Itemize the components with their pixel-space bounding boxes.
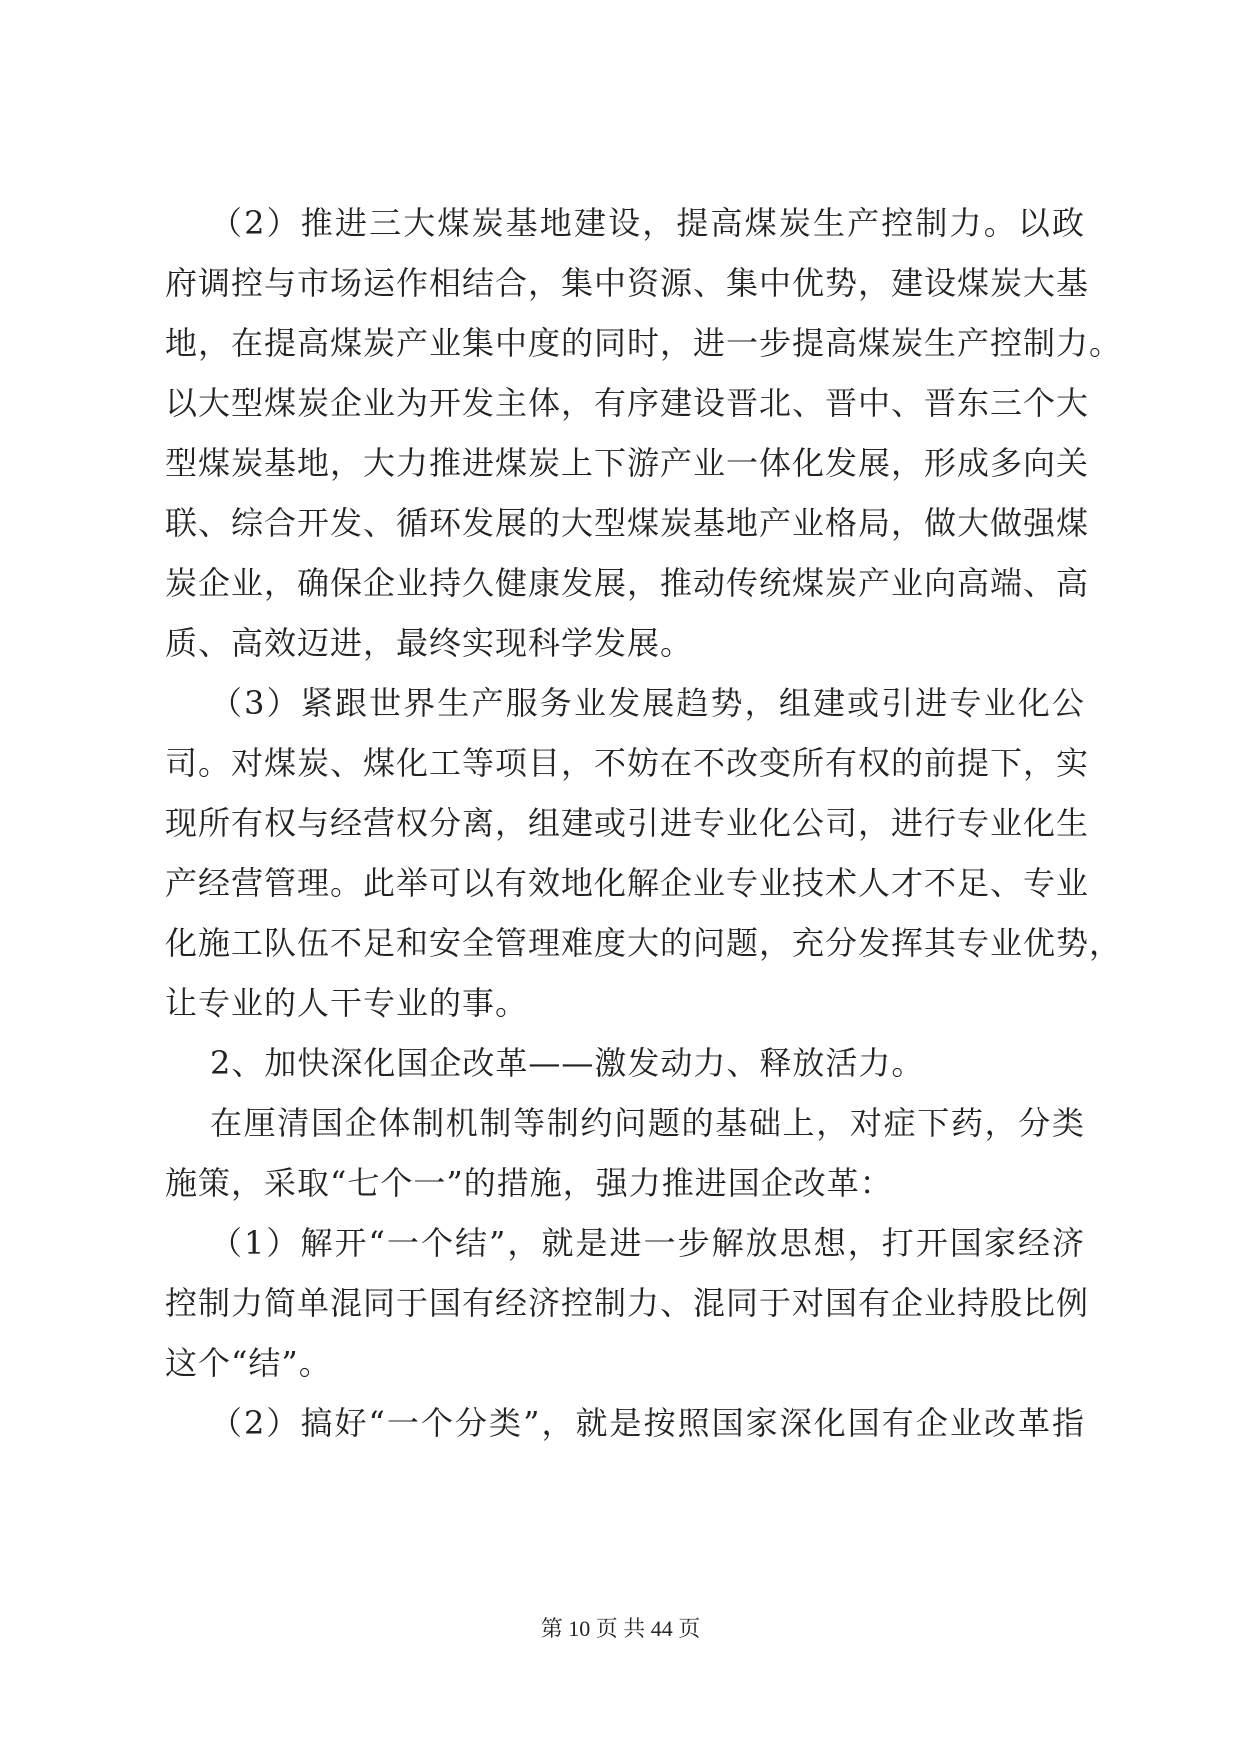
- paragraph-line: 这个“结”。: [165, 1344, 332, 1382]
- paragraph-line: 地，在提高煤炭产业集中度的同时，进一步提高煤炭生产控制力。: [165, 324, 1123, 362]
- paragraph-line: 让专业的人干专业的事。: [165, 984, 529, 1022]
- paragraph-line: 产经营管理。此举可以有效地化解企业专业技术人才不足、专业: [165, 864, 1090, 902]
- section-heading: 2、加快深化国企改革——激发动力、释放活力。: [210, 1044, 925, 1082]
- paragraph-line: 化施工队伍不足和安全管理难度大的问题，充分发挥其专业优势，: [165, 924, 1123, 962]
- paragraph-line: 质、高效迈进，最终实现科学发展。: [165, 624, 694, 662]
- paragraph-line: （1）解开“一个结”，就是进一步解放思想，打开国家经济: [210, 1224, 1085, 1262]
- paragraph-line: 施策，采取“七个一”的措施，强力推进国企改革：: [165, 1164, 893, 1202]
- paragraph-line: 以大型煤炭企业为开发主体，有序建设晋北、晋中、晋东三个大: [165, 384, 1090, 422]
- paragraph-line: （2）推进三大煤炭基地建设，提高煤炭生产控制力。以政: [210, 204, 1085, 242]
- paragraph-line: 在厘清国企体制机制等制约问题的基础上，对症下药，分类: [210, 1104, 1085, 1142]
- paragraph-line: （3）紧跟世界生产服务业发展趋势，组建或引进专业化公: [210, 684, 1085, 722]
- paragraph-line: 府调控与市场运作相结合，集中资源、集中优势，建设煤炭大基: [165, 264, 1090, 302]
- paragraph-line: 现所有权与经营权分离，组建或引进专业化公司，进行专业化生: [165, 804, 1090, 842]
- paragraph-line: 炭企业，确保企业持久健康发展，推动传统煤炭产业向高端、高: [165, 564, 1090, 602]
- page-number-footer: 第 10 页 共 44 页: [540, 1616, 701, 1641]
- paragraph-line: 型煤炭基地，大力推进煤炭上下游产业一体化发展，形成多向关: [165, 444, 1090, 482]
- paragraph-line: 联、综合开发、循环发展的大型煤炭基地产业格局，做大做强煤: [165, 504, 1090, 542]
- paragraph-line: 控制力简单混同于国有经济控制力、混同于对国有企业持股比例: [165, 1284, 1090, 1322]
- paragraph-line: （2）搞好“一个分类”，就是按照国家深化国有企业改革指: [210, 1404, 1085, 1442]
- paragraph-line: 司。对煤炭、煤化工等项目，不妨在不改变所有权的前提下，实: [165, 744, 1090, 782]
